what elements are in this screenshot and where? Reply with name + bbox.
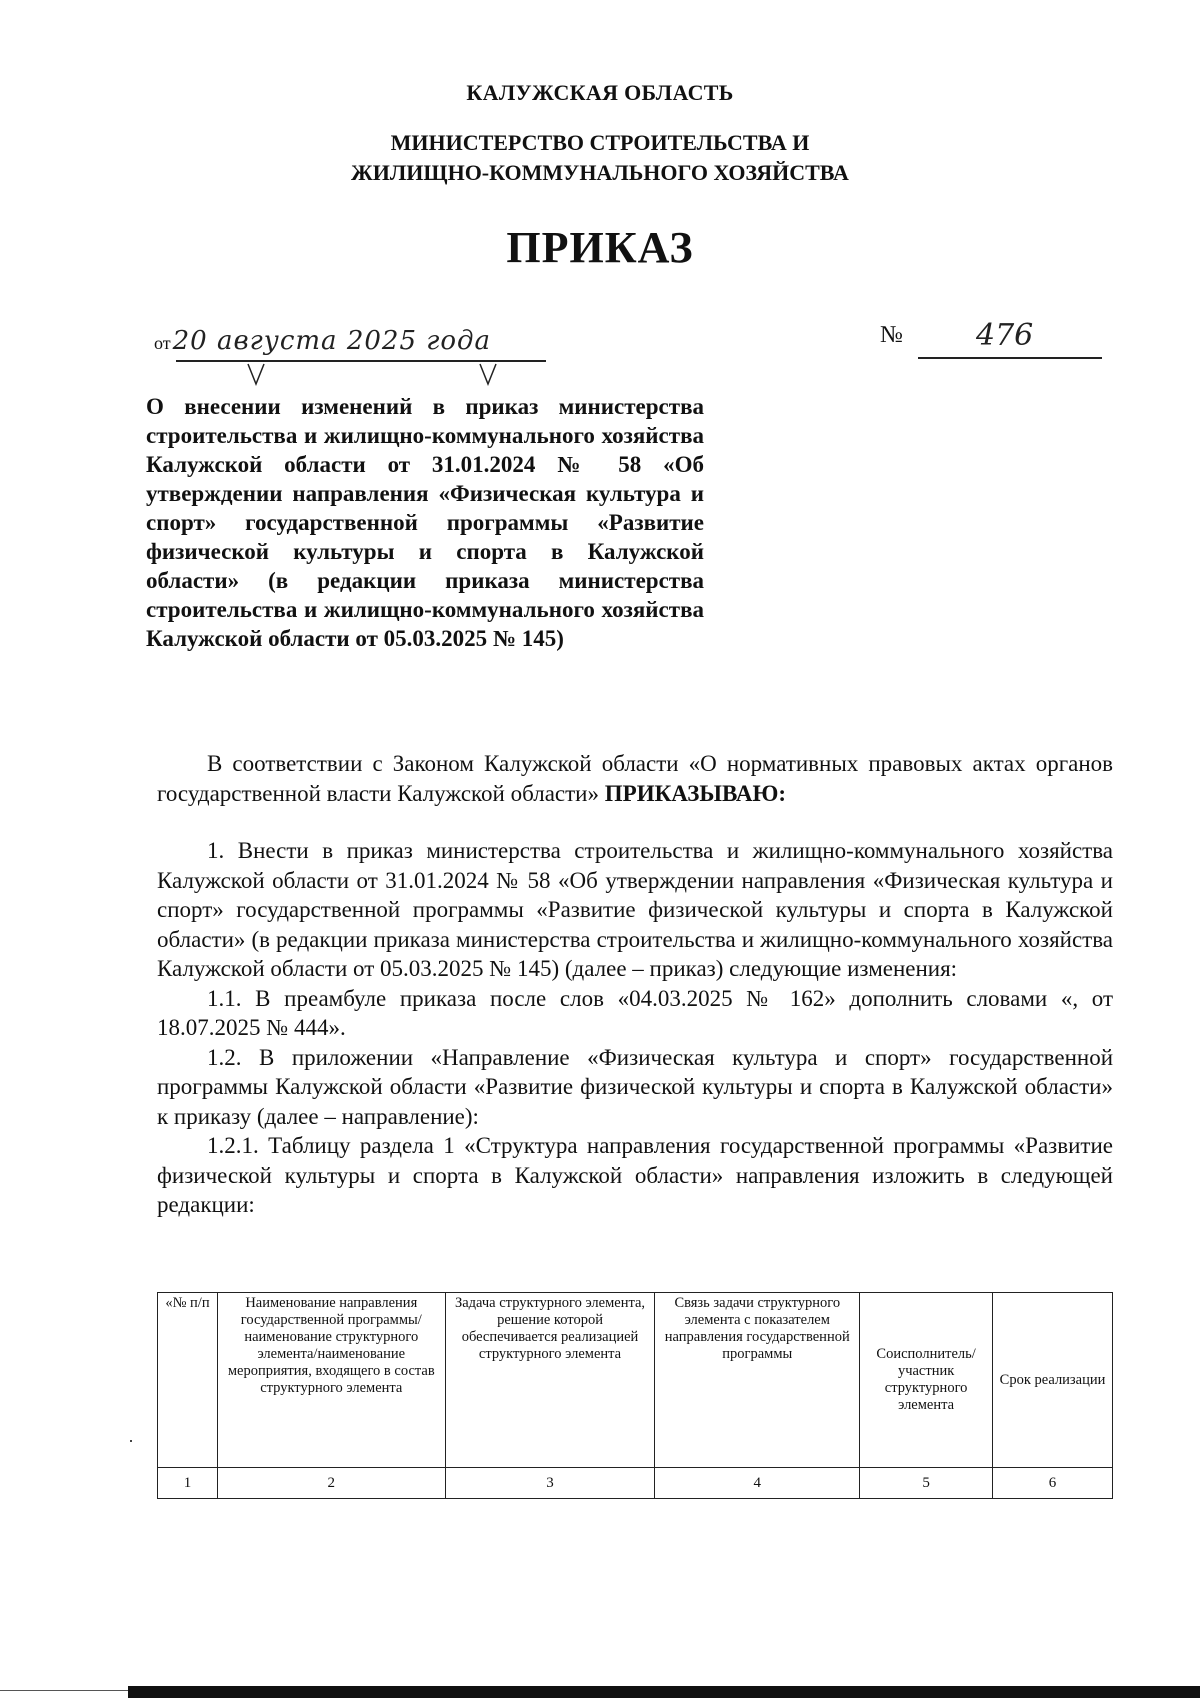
- scan-edge-line: [0, 1690, 128, 1691]
- item-1: 1. Внести в приказ министерства строительства и жилищно-коммунального хозяйства Калужской области от 31.01.2024 № 58 «Об утверждении направления «Физическая культура и спорт» государственной программы «Развитие физической культуры и спорта в Калужской области» (в редакции приказа министерства строительства и жилищно-коммунального хозяйства Калужской области от 05.03.2025 № 145) (далее – приказ) следующие изменения:: [157, 838, 1113, 981]
- ministry-line-2: ЖИЛИЩНО-КОММУНАЛЬНОГО ХОЗЯЙСТВА: [351, 160, 849, 185]
- item-1-2-1: 1.2.1. Таблицу раздела 1 «Структура направления государственной программы «Развитие физической культуры и спорта в Калужской области» направления изложить в следующей редакции:: [157, 1133, 1113, 1217]
- table-header-row: [158, 1293, 1113, 1468]
- table-row: [158, 1468, 1113, 1499]
- table-header-cell: «№ п/п: [158, 1293, 218, 1468]
- ministry-line-1: МИНИСТЕРСТВО СТРОИТЕЛЬСТВА И: [390, 130, 810, 155]
- scan-edge-bar: [128, 1686, 1200, 1698]
- handwritten-date: 20 августа 2025 года: [172, 326, 492, 356]
- table-cell: 1: [158, 1468, 218, 1499]
- structure-table: [157, 1292, 1113, 1499]
- checkmark-icon: [246, 362, 266, 386]
- command-word: ПРИКАЗЫВАЮ:: [604, 780, 787, 806]
- order-items: [157, 836, 1113, 1220]
- order-subject: О внесении изменений в приказ министерства строительства и жилищно-коммунального хозяйства Калужской области от 31.01.2024 № 58 «Об утверждении направления «Физическая культура и спорт» государственной программы «Развитие физической культуры и спорта в Калужской области» (в редакции приказа министерства строительства и жилищно-коммунального хозяйства Калужской области от 05.03.2025 № 145): [146, 394, 704, 651]
- handwritten-number: 476: [976, 318, 1034, 353]
- checkmark-icon: [478, 362, 498, 386]
- table-cell: 4: [655, 1468, 860, 1499]
- table-cell: 3: [445, 1468, 655, 1499]
- intro-paragraph: [157, 749, 1113, 808]
- intro-text: В соответствии с Законом Калужской области «О нормативных правовых актах органов государственной власти Калужской области»: [157, 751, 1113, 806]
- table-cell: 6: [993, 1468, 1113, 1499]
- ministry-heading: [0, 128, 1200, 188]
- table-header-cell: Наименование направления государственной программы/ наименование структурного элемента/наименование мероприятия, входящего в состав структурного элемента: [217, 1293, 445, 1468]
- date-prefix: от: [154, 333, 171, 353]
- table-cell: 2: [217, 1468, 445, 1499]
- region-heading: КАЛУЖСКАЯ ОБЛАСТЬ: [466, 80, 734, 105]
- number-underline: [918, 357, 1102, 359]
- table-header-cell: Связь задачи структурного элемента с показателем направления государственной программы: [655, 1293, 860, 1468]
- number-sign: №: [880, 322, 903, 348]
- table-header-cell: Соисполнитель/ участник структурного элемента: [860, 1293, 993, 1468]
- table-header-cell: Задача структурного элемента, решение которой обеспечивается реализацией структурного элемента: [445, 1293, 655, 1468]
- table-cell: 5: [860, 1468, 993, 1499]
- order-date: [154, 326, 491, 356]
- table-header-cell: Срок реализации: [993, 1293, 1113, 1468]
- item-1-1: 1.1. В преамбуле приказа после слов «04.03.2025 № 162» дополнить словами «, от 18.07.2025 № 444».: [157, 985, 1113, 1040]
- document-type-title: ПРИКАЗ: [506, 223, 694, 272]
- scan-speck: [130, 1440, 132, 1442]
- item-1-2: 1.2. В приложении «Направление «Физическая культура и спорт» государственной программы Калужской области «Развитие физической культуры и спорта в Калужской области» к приказу (далее – направление):: [157, 1044, 1113, 1129]
